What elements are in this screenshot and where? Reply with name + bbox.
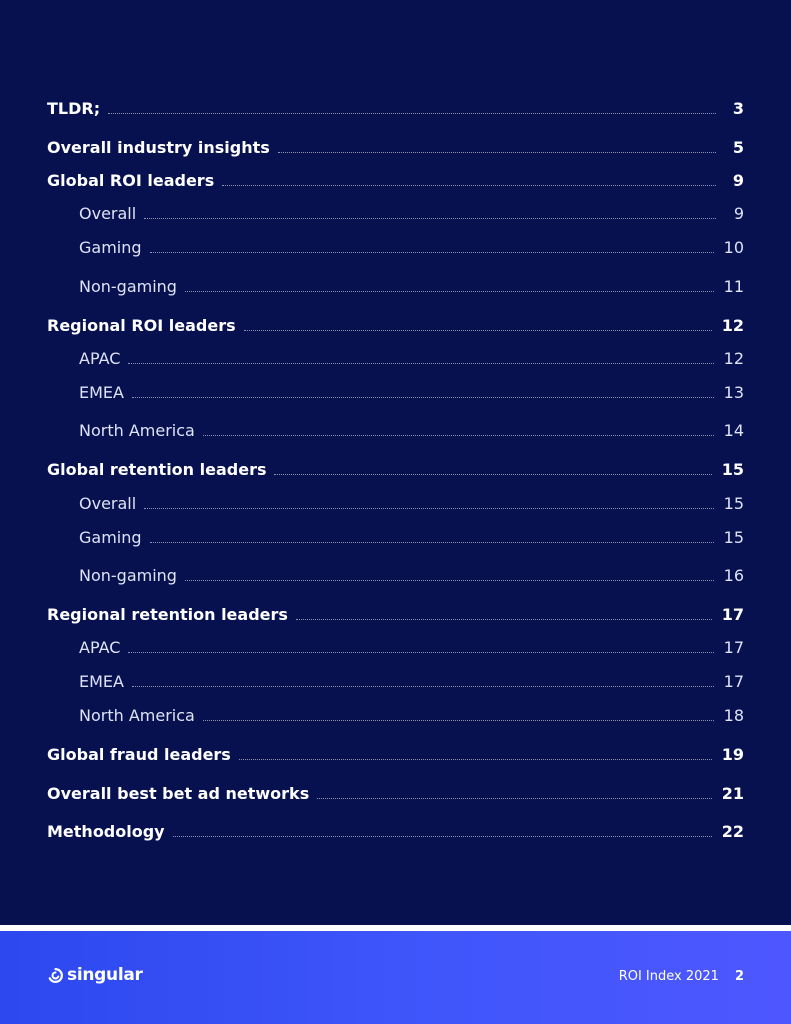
toc-dot-leader (108, 112, 716, 114)
toc-entry-page: 10 (723, 238, 744, 257)
toc-entry-label: Overall best bet ad networks (47, 784, 310, 803)
toc-dot-leader (132, 396, 714, 398)
toc-subentry[interactable] (79, 494, 744, 513)
toc-dot-leader (222, 184, 716, 186)
toc-subentry[interactable] (79, 238, 744, 257)
toc-dot-leader (317, 797, 712, 799)
toc-entry-page: 18 (723, 706, 744, 725)
toc-entry-label: Regional ROI leaders (47, 316, 236, 335)
toc-dot-leader (144, 507, 713, 509)
toc-dot-leader (203, 719, 714, 721)
toc-dot-leader (185, 579, 714, 581)
toc-entry-label: APAC (79, 638, 121, 657)
toc-subentry[interactable] (79, 383, 744, 402)
toc-entry-page: 17 (721, 605, 744, 624)
toc-entry-page: 17 (723, 672, 744, 691)
toc-entry[interactable] (47, 745, 744, 764)
page-number: 2 (734, 969, 744, 984)
toc-entry-label: Global ROI leaders (47, 171, 215, 190)
toc-entry-label: North America (79, 421, 195, 440)
toc-subentry[interactable] (79, 672, 744, 691)
toc-subentry[interactable] (79, 528, 744, 547)
toc-entry-page: 16 (723, 566, 744, 585)
toc-entry-page: 17 (723, 638, 744, 657)
toc-dot-leader (150, 541, 714, 543)
toc-entry-label: EMEA (79, 383, 124, 402)
toc-subentry[interactable] (79, 638, 744, 657)
toc-subentry[interactable] (79, 349, 744, 368)
toc-entry-label: Regional retention leaders (47, 605, 288, 624)
toc-dot-leader (144, 217, 716, 219)
toc-dot-leader (239, 758, 712, 760)
toc-dot-leader (128, 651, 713, 653)
toc-entry-page: 9 (733, 204, 744, 223)
toc-entry[interactable] (47, 138, 744, 157)
toc-dot-leader (150, 251, 714, 253)
toc-entry[interactable] (47, 171, 744, 190)
toc-dot-leader (278, 151, 716, 153)
toc-entry-label: North America (79, 706, 195, 725)
toc-entry-label: Global retention leaders (47, 460, 267, 479)
toc-dot-leader (296, 618, 712, 620)
toc-dot-leader (203, 434, 714, 436)
toc-entry-label: Methodology (47, 822, 165, 841)
toc-entry-page: 3 (732, 99, 744, 118)
toc-entry[interactable] (47, 605, 744, 624)
toc-entry-label: Overall (79, 494, 137, 513)
toc-entry-page: 5 (732, 138, 744, 157)
toc-entry-page: 21 (721, 784, 744, 803)
singular-logo-icon (47, 967, 64, 984)
toc-subentry[interactable] (79, 277, 744, 296)
toc-dot-leader (128, 362, 713, 364)
toc-entry-label: EMEA (79, 672, 124, 691)
page-footer (0, 931, 791, 1024)
toc-entry-page: 15 (721, 460, 744, 479)
toc-entry-label: APAC (79, 349, 121, 368)
document-title: ROI Index 2021 (618, 969, 719, 984)
toc-entry-page: 12 (723, 349, 744, 368)
toc-entry-label: Non-gaming (79, 566, 177, 585)
toc-entry[interactable] (47, 460, 744, 479)
toc-subentry[interactable] (79, 706, 744, 725)
toc-entry-page: 15 (723, 494, 744, 513)
toc-subentry[interactable] (79, 566, 744, 585)
footer-meta (619, 969, 744, 984)
toc-entry-label: Non-gaming (79, 277, 177, 296)
toc-entry-label: Global fraud leaders (47, 745, 231, 764)
toc-entry-label: TLDR; (47, 99, 101, 118)
toc-entry-label: Overall industry insights (47, 138, 270, 157)
toc-entry-page: 11 (723, 277, 744, 296)
toc-dot-leader (132, 685, 714, 687)
toc-entry-label: Overall (79, 204, 137, 223)
toc-dot-leader (244, 329, 712, 331)
toc-subentry[interactable] (79, 204, 744, 223)
toc-entry[interactable] (47, 822, 744, 841)
toc-entry-page: 13 (723, 383, 744, 402)
toc-entry-page: 9 (732, 171, 744, 190)
toc-entry[interactable] (47, 316, 744, 335)
toc-entry-page: 14 (723, 421, 744, 440)
brand-logo[interactable] (47, 965, 143, 985)
toc-entry-page: 19 (721, 745, 744, 764)
toc-entry-page: 22 (721, 822, 744, 841)
toc-entry[interactable] (47, 99, 744, 118)
toc-entry-page: 12 (721, 316, 744, 335)
brand-name: singular (67, 965, 143, 985)
toc-entry-label: Gaming (79, 528, 142, 547)
toc-dot-leader (173, 835, 712, 837)
toc-entry[interactable] (47, 784, 744, 803)
toc-dot-leader (274, 473, 711, 475)
toc-dot-leader (185, 290, 714, 292)
toc-entry-page: 15 (723, 528, 744, 547)
toc-entry-label: Gaming (79, 238, 142, 257)
toc-subentry[interactable] (79, 421, 744, 440)
